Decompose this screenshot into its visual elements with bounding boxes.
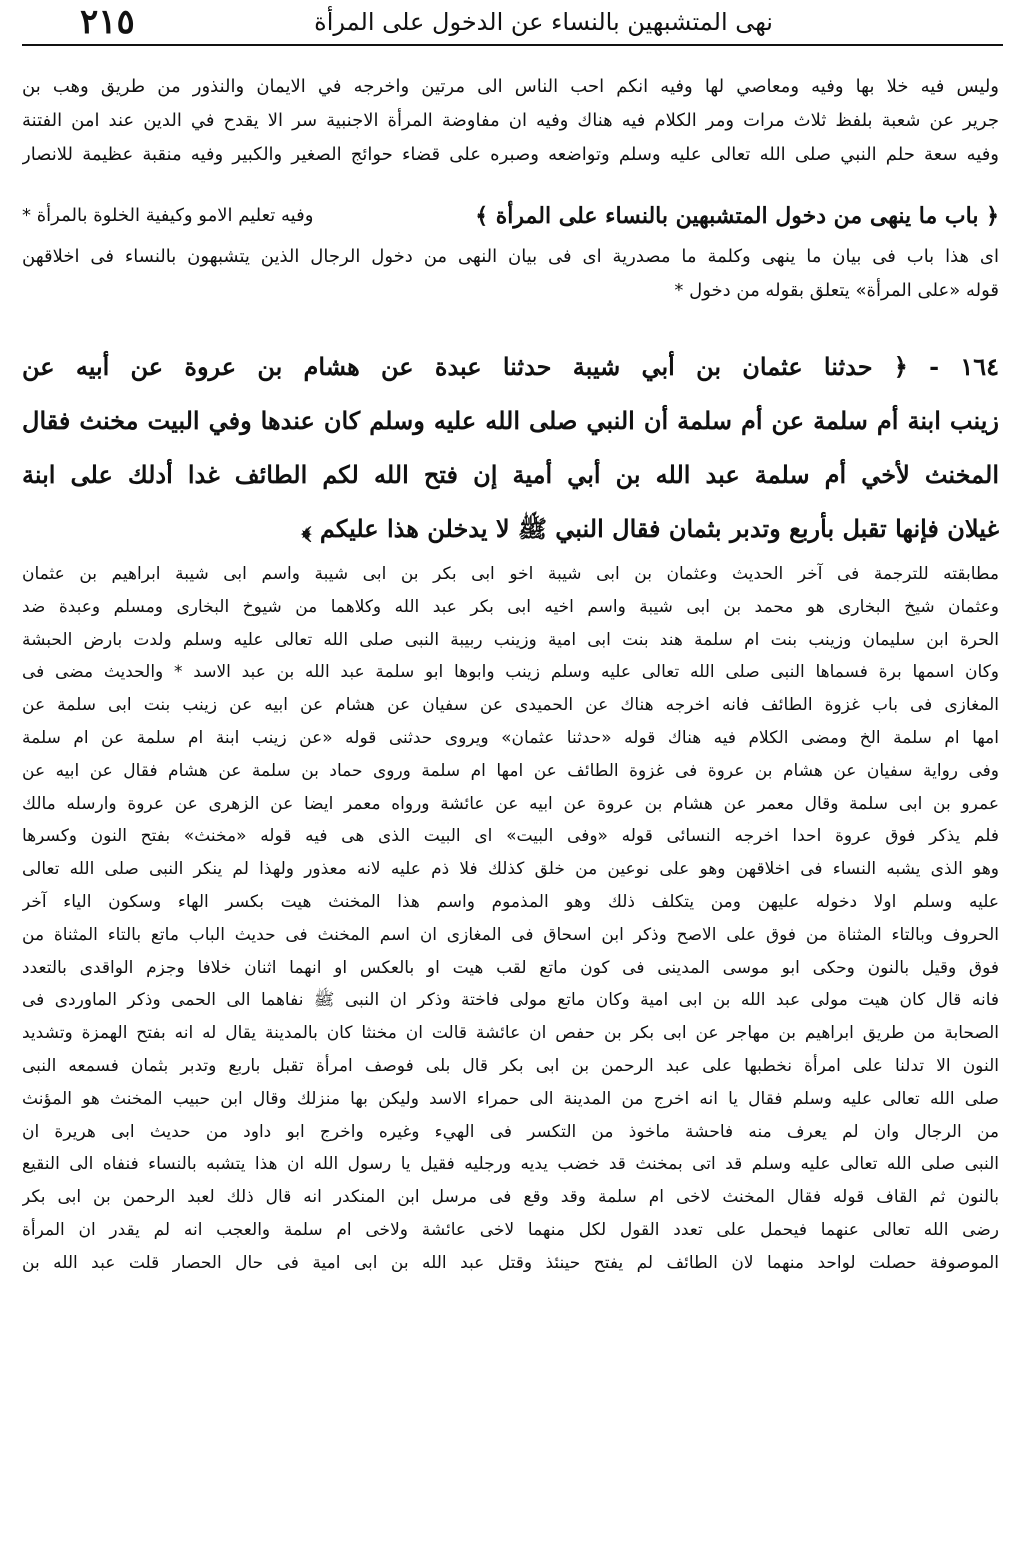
hadith-line: المخنث لأخي أم سلمة عبد الله بن أبي أمية إن فتح الله لكم الطائف غدا أدلك على ابنة [22, 460, 999, 489]
chapter-line [22, 196, 999, 236]
commentary-line: وكان اسمها برة فسماها النبى صلى الله تعالى عليه وسلم زينب وابوها ابو سلمة عبد الله بن عبد الاسد * والحديث مضى فى [22, 662, 999, 683]
commentary-line: المغازى فى باب غزوة الطائف فانه اخرجه هناك عن الحميدى عن سفيان عن هشام عن ابيه عن زينب بنت ابى سلمة عن [22, 695, 999, 716]
commentary-line: وفى رواية سفيان عن هشام بن عروة فى غزوة الطائف عن امها ام سلمة وروى حماد بن سلمة عن هشام فقال عن ابيه عن [22, 760, 999, 781]
page-header [22, 2, 1003, 44]
text-line: قوله «على المرأة» يتعلق بقوله من دخول * [674, 280, 999, 301]
commentary-line: امها ام سلمة الخ ومضى الكلام فيه هناك قوله «حدثنا عثمان» ويروى حدثنى قوله «عن زينب ابنة ام سلمة عن ام سلمة [22, 727, 999, 748]
commentary-line: الموصوفة حصلت لواحد منهما لان الطائف لم يفتح حينئذ وقتل عبد الله بن ابى امية فى حال الحصار قلت عبد الله بن [22, 1252, 999, 1273]
commentary-line: فانه قال كان هيت مولى عبد الله بن ابى امية وكان ماتع مولى فاختة وذكر ان النبى ﷺ نفاهما الى الحمى وذكر الماوردى فى [22, 990, 999, 1011]
hadith-line: ١٦٤ - ﴿ حدثنا عثمان بن أبي شيبة حدثنا عبدة عن هشام بن عروة عن أبيه عن [22, 352, 999, 381]
commentary-line: بالنون ثم القاف قوله فقال المخنث لاخى ام سلمة وقد وقع فى مرسل ابن المنكدر انه قال ذلك لعبد الرحمن بن ابى بكر [22, 1187, 999, 1208]
commentary-text [22, 558, 999, 1280]
text-line: جرير عن شعبة بلفظ ثلاث مرات ومر الكلام فيه هناك وفيه ان مفاوضة المرأة الاجنبية سر الا يقدح في الدين عند امن الفتنة [22, 110, 999, 131]
commentary-line: من الرجال وان لم يعرف منه فاحشة ماخوذ من التكسر فى الهيء وغيره واخرج ابو داود من حديث ابى هريرة ان [22, 1121, 999, 1142]
commentary-line: الحروف وبالتاء المثناة من فوق على الاصح وذكر ابن اسحاق فى المغازى ان اسم المخنث فى حديث الباب ماتع بالتاء المثناة من [22, 924, 999, 945]
commentary-line: الحرة ابن سليمان وزينب بنت ام سلمة هند بنت ابى امية وزينب ربيبة النبى صلى الله تعالى عليه وسلم ولدت بارض الحبشة [22, 629, 999, 650]
commentary-line: عليه وسلم اولا دخوله عليهن ومن يتكلف ذلك وهو المذموم واسم هذا المخنث هيت بكسر الهاء وسكون الياء آخر [22, 891, 999, 912]
chapter-explanation [22, 240, 999, 308]
commentary-line: رضى الله تعالى عنهما فيحمل على تعدد القول لكل منهما لاخى عائشة ولاخى ام سلمة والعجب انه لم يقدر ان المرأة [22, 1219, 999, 1240]
commentary-line: وعثمان شيخ البخارى هو محمد بن ابى شيبة واسم اخيه ابى بكر عبد الله وكلاهما من شيوخ البخارى ومسلم وعبدة ضد [22, 596, 999, 617]
page-number: ٢١٥ [80, 2, 135, 42]
chapter-heading: ﴿ باب ما ينهى من دخول المتشبهين بالنساء على المرأة ﴾ [475, 203, 999, 229]
header-divider [22, 44, 1003, 46]
hadith-text [22, 340, 999, 556]
text-line: وفيه سعة حلم النبي صلى الله تعالى عليه وسلم وتواضعه وصبره على قضاء حوائج الصغير والكبير وفيه منقبة عظيمة للانصار [22, 144, 999, 165]
hadith-line: غيلان فإنها تقبل بأربع وتدبر بثمان فقال النبي ﷺ لا يدخلن هذا عليكم ﴾ [301, 514, 999, 543]
text-line: وليس فيه خلا بها وفيه ومعاصي لها وفيه انكم احب الناس الى مرتين واخرجه في الايمان والنذور من طريق وهب بن [22, 76, 999, 97]
commentary-line: الصحابة من طريق ابراهيم بن مهاجر عن ابى بكر بن حفص ان عائشة قالت ان مخنثا كان بالمدينة يقال له انه بفتح الهمزة وتشديد [22, 1023, 999, 1044]
commentary-line: النون الا تدلنا على امرأة نخطبها على عبد الرحمن بن ابى بكر قال بلى فوصف امرأة تقبل باربع وتدبر بثمان فسمعه النبى [22, 1055, 999, 1076]
commentary-line: فوق وقيل بالنون وحكى ابو موسى المدينى فى كون ماتع لقب هيت او بالعكس او انهما اثنان خلافا وجزم الواقدى بالتعدد [22, 957, 999, 978]
commentary-line: وهو الذى يشبه النساء فى اخلاقهن وهو على نوعين من خلق كذلك فلا ذم عليه لانه معذور ولهذا لم ينكر النبى صلى الله تعالى [22, 859, 999, 880]
chapter-preceding-text: وفيه تعليم الامو وكيفية الخلوة بالمرأة * [22, 205, 314, 226]
commentary-line: مطابقته للترجمة فى آخر الحديث وعثمان بن ابى شيبة اخو ابى بكر بن ابى شيبة واسم ابى شيبة ابراهيم بن عثمان [22, 564, 999, 584]
commentary-line: النبى صلى الله تعالى عليه وسلم قد اتى بمخنث قد خضب يديه ورجليه فقيل يا رسول الله ان هذا يتشبه بالنساء فنفاه الى النقيع [22, 1154, 999, 1175]
text-line: اى هذا باب فى بيان ما ينهى وكلمة ما مصدرية اى فى بيان النهى من دخول الرجال الذين يتشبهون بالنساء فى اخلاقهن [22, 246, 999, 267]
commentary-line: صلى الله تعالى عليه وسلم فقال يا انه اخرج من المدينة الى حمراء الاسد وليكن بها منزلك وقال ابن حبيب المخنث هو المؤنث [22, 1088, 999, 1109]
hadith-line: زينب ابنة أم سلمة عن أم سلمة أن النبي صلى الله عليه وسلم كان عندها وفي البيت مخنث فقال [22, 406, 999, 435]
commentary-line: فلم يذكر فوق عروة احدا اخرجه النسائى قوله «وفى البيت» اى البيت الذى هى فيه قوله «مخنث» بفتح النون وكسرها [22, 826, 999, 847]
running-head: نهى المتشبهين بالنساء عن الدخول على المرأة [314, 8, 773, 36]
commentary-line: عمرو بن ابى سلمة وقال معمر عن هشام بن عروة عن ابيه عن عائشة ورواه معمر ايضا عن الزهرى عن عروة وارسله مالك [22, 793, 999, 814]
intro-paragraph [22, 70, 999, 172]
